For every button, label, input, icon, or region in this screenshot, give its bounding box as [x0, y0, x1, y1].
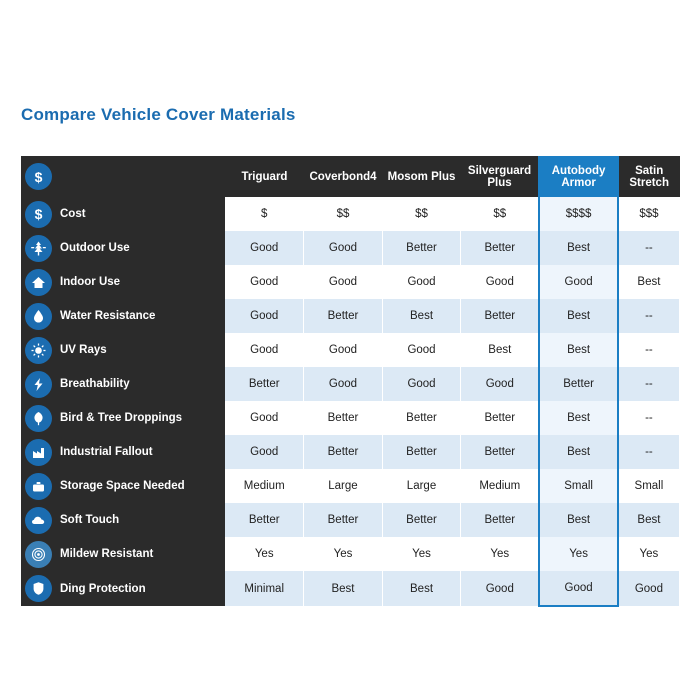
row-label-outdoor-use — [21, 231, 225, 265]
cell-industrial-fallout-mosom-plus: Better — [382, 435, 461, 469]
comparison-table — [21, 156, 680, 607]
header-cell-satin-stretch: Satin Stretch — [618, 156, 680, 197]
row-label-text: Industrial Fallout — [60, 446, 153, 458]
leaf-icon — [25, 405, 52, 432]
header-cell-silverguard-plus: Silverguard Plus — [461, 156, 540, 197]
cell-outdoor-use-satin-stretch: -- — [618, 231, 680, 265]
sun-icon — [25, 337, 52, 364]
row-label-text: Mildew Resistant — [60, 548, 154, 560]
table-row — [21, 469, 680, 503]
cell-indoor-use-coverbond4: Good — [304, 265, 383, 299]
cell-storage-space-needed-triguard: Medium — [225, 469, 304, 503]
cell-soft-touch-mosom-plus: Better — [382, 503, 461, 537]
cell-water-resistance-coverbond4: Better — [304, 299, 383, 333]
cloud-icon — [25, 507, 52, 534]
cell-breathability-triguard: Better — [225, 367, 304, 401]
cell-breathability-autobody-armor: Better — [539, 367, 618, 401]
dollar-icon: $ — [25, 163, 52, 190]
cell-soft-touch-satin-stretch: Best — [618, 503, 680, 537]
header-cell-triguard: Triguard — [225, 156, 304, 197]
row-label-ding-protection — [21, 571, 225, 606]
table-row — [21, 299, 680, 333]
table-body — [21, 197, 680, 606]
cell-water-resistance-mosom-plus: Best — [382, 299, 461, 333]
table-row — [21, 231, 680, 265]
row-label-water-resistance — [21, 299, 225, 333]
cell-mildew-resistant-satin-stretch: Yes — [618, 537, 680, 571]
cell-uv-rays-autobody-armor: Best — [539, 333, 618, 367]
cell-cost-silverguard-plus: $$ — [461, 197, 540, 231]
row-label-breathability — [21, 367, 225, 401]
row-label-text: Cost — [60, 208, 86, 220]
table-row — [21, 333, 680, 367]
header-cell-coverbond4: Coverbond4 — [304, 156, 383, 197]
cell-water-resistance-silverguard-plus: Better — [461, 299, 540, 333]
row-label-soft-touch — [21, 503, 225, 537]
cell-breathability-satin-stretch: -- — [618, 367, 680, 401]
cell-storage-space-needed-coverbond4: Large — [304, 469, 383, 503]
cell-mildew-resistant-mosom-plus: Yes — [382, 537, 461, 571]
cell-ding-protection-autobody-armor: Good — [539, 571, 618, 606]
cell-water-resistance-satin-stretch: -- — [618, 299, 680, 333]
cell-soft-touch-autobody-armor: Best — [539, 503, 618, 537]
table-row — [21, 367, 680, 401]
cell-industrial-fallout-satin-stretch: -- — [618, 435, 680, 469]
cell-outdoor-use-coverbond4: Good — [304, 231, 383, 265]
cell-bird-tree-droppings-autobody-armor: Best — [539, 401, 618, 435]
cell-indoor-use-autobody-armor: Good — [539, 265, 618, 299]
row-label-cost — [21, 197, 225, 231]
cell-mildew-resistant-silverguard-plus: Yes — [461, 537, 540, 571]
cell-industrial-fallout-autobody-armor: Best — [539, 435, 618, 469]
table-row — [21, 435, 680, 469]
table-row — [21, 265, 680, 299]
row-label-text: Water Resistance — [60, 310, 156, 322]
table-header-row — [21, 156, 680, 197]
comparison-table-wrapper — [21, 156, 680, 607]
table-row — [21, 401, 680, 435]
header-cell-mosom-plus: Mosom Plus — [382, 156, 461, 197]
cell-water-resistance-autobody-armor: Best — [539, 299, 618, 333]
cell-outdoor-use-mosom-plus: Better — [382, 231, 461, 265]
cell-bird-tree-droppings-coverbond4: Better — [304, 401, 383, 435]
row-label-industrial-fallout — [21, 435, 225, 469]
cell-mildew-resistant-autobody-armor: Yes — [539, 537, 618, 571]
cell-water-resistance-triguard: Good — [225, 299, 304, 333]
cell-cost-mosom-plus: $$ — [382, 197, 461, 231]
cell-mildew-resistant-coverbond4: Yes — [304, 537, 383, 571]
cell-mildew-resistant-triguard: Yes — [225, 537, 304, 571]
cell-uv-rays-triguard: Good — [225, 333, 304, 367]
home-icon — [25, 269, 52, 296]
cell-storage-space-needed-silverguard-plus: Medium — [461, 469, 540, 503]
row-label-text: UV Rays — [60, 344, 107, 356]
cell-cost-satin-stretch: $$$ — [618, 197, 680, 231]
cell-indoor-use-mosom-plus: Good — [382, 265, 461, 299]
cell-storage-space-needed-mosom-plus: Large — [382, 469, 461, 503]
water-drop-icon — [25, 303, 52, 330]
row-label-uv-rays — [21, 333, 225, 367]
cell-industrial-fallout-silverguard-plus: Better — [461, 435, 540, 469]
cell-soft-touch-triguard: Better — [225, 503, 304, 537]
cell-industrial-fallout-coverbond4: Better — [304, 435, 383, 469]
row-label-indoor-use — [21, 265, 225, 299]
cell-indoor-use-satin-stretch: Best — [618, 265, 680, 299]
row-label-mildew-resistant — [21, 537, 225, 571]
cell-indoor-use-triguard: Good — [225, 265, 304, 299]
cell-bird-tree-droppings-satin-stretch: -- — [618, 401, 680, 435]
shield-icon — [25, 575, 52, 602]
page-title: Compare Vehicle Cover Materials — [21, 105, 296, 124]
table-row — [21, 197, 680, 231]
cell-bird-tree-droppings-mosom-plus: Better — [382, 401, 461, 435]
table-row — [21, 503, 680, 537]
cell-uv-rays-silverguard-plus: Best — [461, 333, 540, 367]
cell-ding-protection-mosom-plus: Best — [382, 571, 461, 606]
row-label-text: Breathability — [60, 378, 130, 390]
dollar-icon: $ — [25, 201, 52, 228]
row-label-text: Indoor Use — [60, 276, 121, 288]
cell-industrial-fallout-triguard: Good — [225, 435, 304, 469]
cell-uv-rays-coverbond4: Good — [304, 333, 383, 367]
header-cell-autobody-armor: Autobody Armor — [539, 156, 618, 197]
table-row — [21, 537, 680, 571]
cell-cost-coverbond4: $$ — [304, 197, 383, 231]
cell-soft-touch-coverbond4: Better — [304, 503, 383, 537]
cell-ding-protection-satin-stretch: Good — [618, 571, 680, 606]
header-cell-feature — [21, 156, 225, 197]
row-label-text: Storage Space Needed — [60, 480, 185, 492]
cell-breathability-coverbond4: Good — [304, 367, 383, 401]
cell-uv-rays-satin-stretch: -- — [618, 333, 680, 367]
cell-breathability-mosom-plus: Good — [382, 367, 461, 401]
cell-indoor-use-silverguard-plus: Good — [461, 265, 540, 299]
cell-ding-protection-triguard: Minimal — [225, 571, 304, 606]
cell-uv-rays-mosom-plus: Good — [382, 333, 461, 367]
tree-icon — [25, 235, 52, 262]
cell-outdoor-use-triguard: Good — [225, 231, 304, 265]
cell-ding-protection-silverguard-plus: Good — [461, 571, 540, 606]
cell-cost-triguard: $ — [225, 197, 304, 231]
cell-storage-space-needed-autobody-armor: Small — [539, 469, 618, 503]
row-label-text: Ding Protection — [60, 582, 146, 595]
row-label-text: Bird & Tree Droppings — [60, 412, 183, 424]
mildew-icon — [25, 541, 52, 568]
cell-bird-tree-droppings-silverguard-plus: Better — [461, 401, 540, 435]
row-label-storage-space-needed — [21, 469, 225, 503]
cell-storage-space-needed-satin-stretch: Small — [618, 469, 680, 503]
cell-breathability-silverguard-plus: Good — [461, 367, 540, 401]
cell-ding-protection-coverbond4: Best — [304, 571, 383, 606]
cell-bird-tree-droppings-triguard: Good — [225, 401, 304, 435]
cell-soft-touch-silverguard-plus: Better — [461, 503, 540, 537]
row-label-text: Outdoor Use — [60, 242, 130, 254]
row-label-bird-tree-droppings — [21, 401, 225, 435]
factory-icon — [25, 439, 52, 466]
storage-bag-icon — [25, 473, 52, 500]
cell-cost-autobody-armor: $$$$ — [539, 197, 618, 231]
row-label-text: Soft Touch — [60, 514, 120, 526]
cell-outdoor-use-autobody-armor: Best — [539, 231, 618, 265]
table-row — [21, 571, 680, 606]
cell-outdoor-use-silverguard-plus: Better — [461, 231, 540, 265]
breathability-icon — [25, 371, 52, 398]
